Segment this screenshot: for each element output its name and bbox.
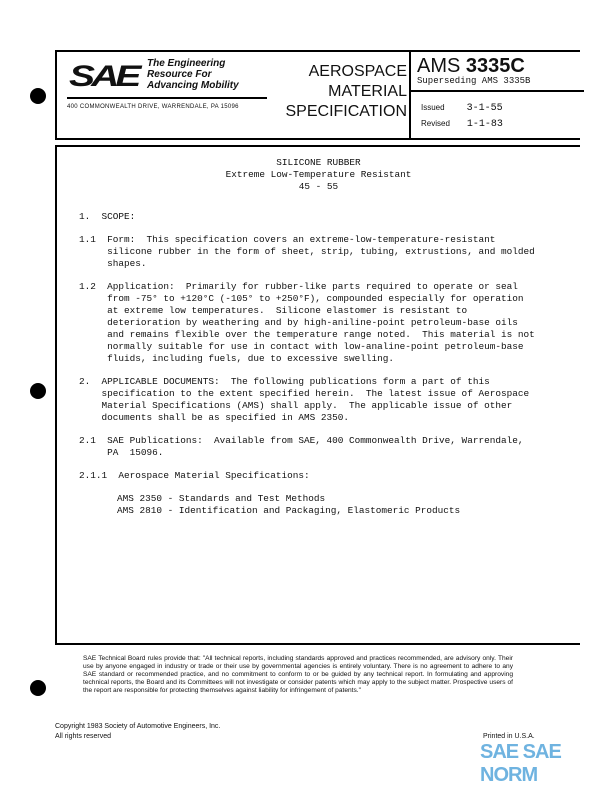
revised-date: 1-1-83 xyxy=(466,119,503,130)
section-ams: 2.1.1 Aerospace Material Specifications: xyxy=(79,470,310,481)
divider xyxy=(67,97,267,99)
section-applicable-documents: 2. APPLICABLE DOCUMENTS: The following publications form a part of this specification to the extent specified herein. The latest issue of Aerospace Material Specifications (AMS) shall apply. The applicable issue of other documents shall be as specified in AMS 2350. xyxy=(79,376,530,423)
issued-date: 3-1-55 xyxy=(466,103,503,114)
ams-prefix: AMS xyxy=(417,55,461,77)
ams-number: 3335C xyxy=(465,55,525,77)
reference-item: AMS 2350 - Standards and Test Methods xyxy=(117,493,326,504)
section-scope: 1. SCOPE: xyxy=(79,211,136,222)
sae-logo: SAE xyxy=(69,60,138,93)
punch-hole xyxy=(30,680,46,696)
revised-label: Revised xyxy=(421,119,450,128)
header-box xyxy=(55,50,580,140)
watermark-logo: SAE SAE NORM xyxy=(480,741,561,786)
punch-hole xyxy=(30,383,46,399)
reference-item: AMS 2810 - Identification and Packaging, Elastomeric Products xyxy=(117,505,461,516)
document-body xyxy=(55,145,580,645)
tagline-line: The Engineering xyxy=(147,58,226,69)
hardness-range: 45 - 55 xyxy=(298,181,339,192)
material-subtitle: Extreme Low-Temperature Resistant xyxy=(225,169,412,180)
printed-in: Printed in U.S.A. xyxy=(483,733,535,740)
copyright-line: Copyright 1983 Society of Automotive Engineers, Inc. xyxy=(55,723,221,730)
tagline xyxy=(147,58,239,91)
copyright xyxy=(55,722,220,742)
punch-hole xyxy=(30,88,46,104)
tagline-line: Advancing Mobility xyxy=(147,80,239,91)
tagline-line: Resource For xyxy=(147,69,212,80)
issued-label: Issued xyxy=(421,103,445,112)
section-application: 1.2 Application: Primarily for rubber-like parts required to operate or seal from -75° to +120°C (-105° to +250°F), compounded especially for operation at extreme low temperatures. Silicone elastomer is resistant to deterioration by weathering and by high-aniline-point petroleum-base oils and remains flexible over the temperature range noted. This material is not normally suitable for use in contact with low-analine-point petroleum-base fluids, including fuels, due to excessive swelling. xyxy=(79,281,535,364)
dates-box xyxy=(409,92,584,140)
section-form: 1.1 Form: This specification covers an extreme-low-temperature-resistant silicone rubber in the form of sheet, strip, tubing, extrustions, and molded shapes. xyxy=(79,234,535,269)
title-line: MATERIAL xyxy=(328,83,407,100)
ams-number-box xyxy=(409,52,584,92)
rights-line: All rights reserved xyxy=(55,733,112,740)
section-sae-publications: 2.1 SAE Publications: Available from SAE, 400 Commonwealth Drive, Warrendale, PA 15096. xyxy=(79,435,524,458)
doc-type-title xyxy=(282,62,407,122)
title-line: SPECIFICATION xyxy=(285,103,407,120)
title-line: AEROSPACE xyxy=(308,63,407,80)
address: 400 COMMONWEALTH DRIVE, WARRENDALE, PA 15096 xyxy=(67,104,239,110)
material-title: SILICONE RUBBER xyxy=(276,157,361,168)
technical-board-notice: SAE Technical Board rules provide that: "All technical reports, including standards approved and practices recommended, are advisory only. Their use by anyone engaged in industry or trade or their use by governmental agencies is entirely voluntary. There is no agreement to adhere to any SAE standard or recommended practice, and no commitment to conform to or be guided by any technical report. In formulating and approving technical reports, the Board and its Committees will not investigate or consider patents which may apply to the subject matter. Prospective users of the report are responsible for protecting themselves against liability for infringement of patents." xyxy=(83,655,513,694)
superseding: Superseding AMS 3335B xyxy=(417,76,531,86)
